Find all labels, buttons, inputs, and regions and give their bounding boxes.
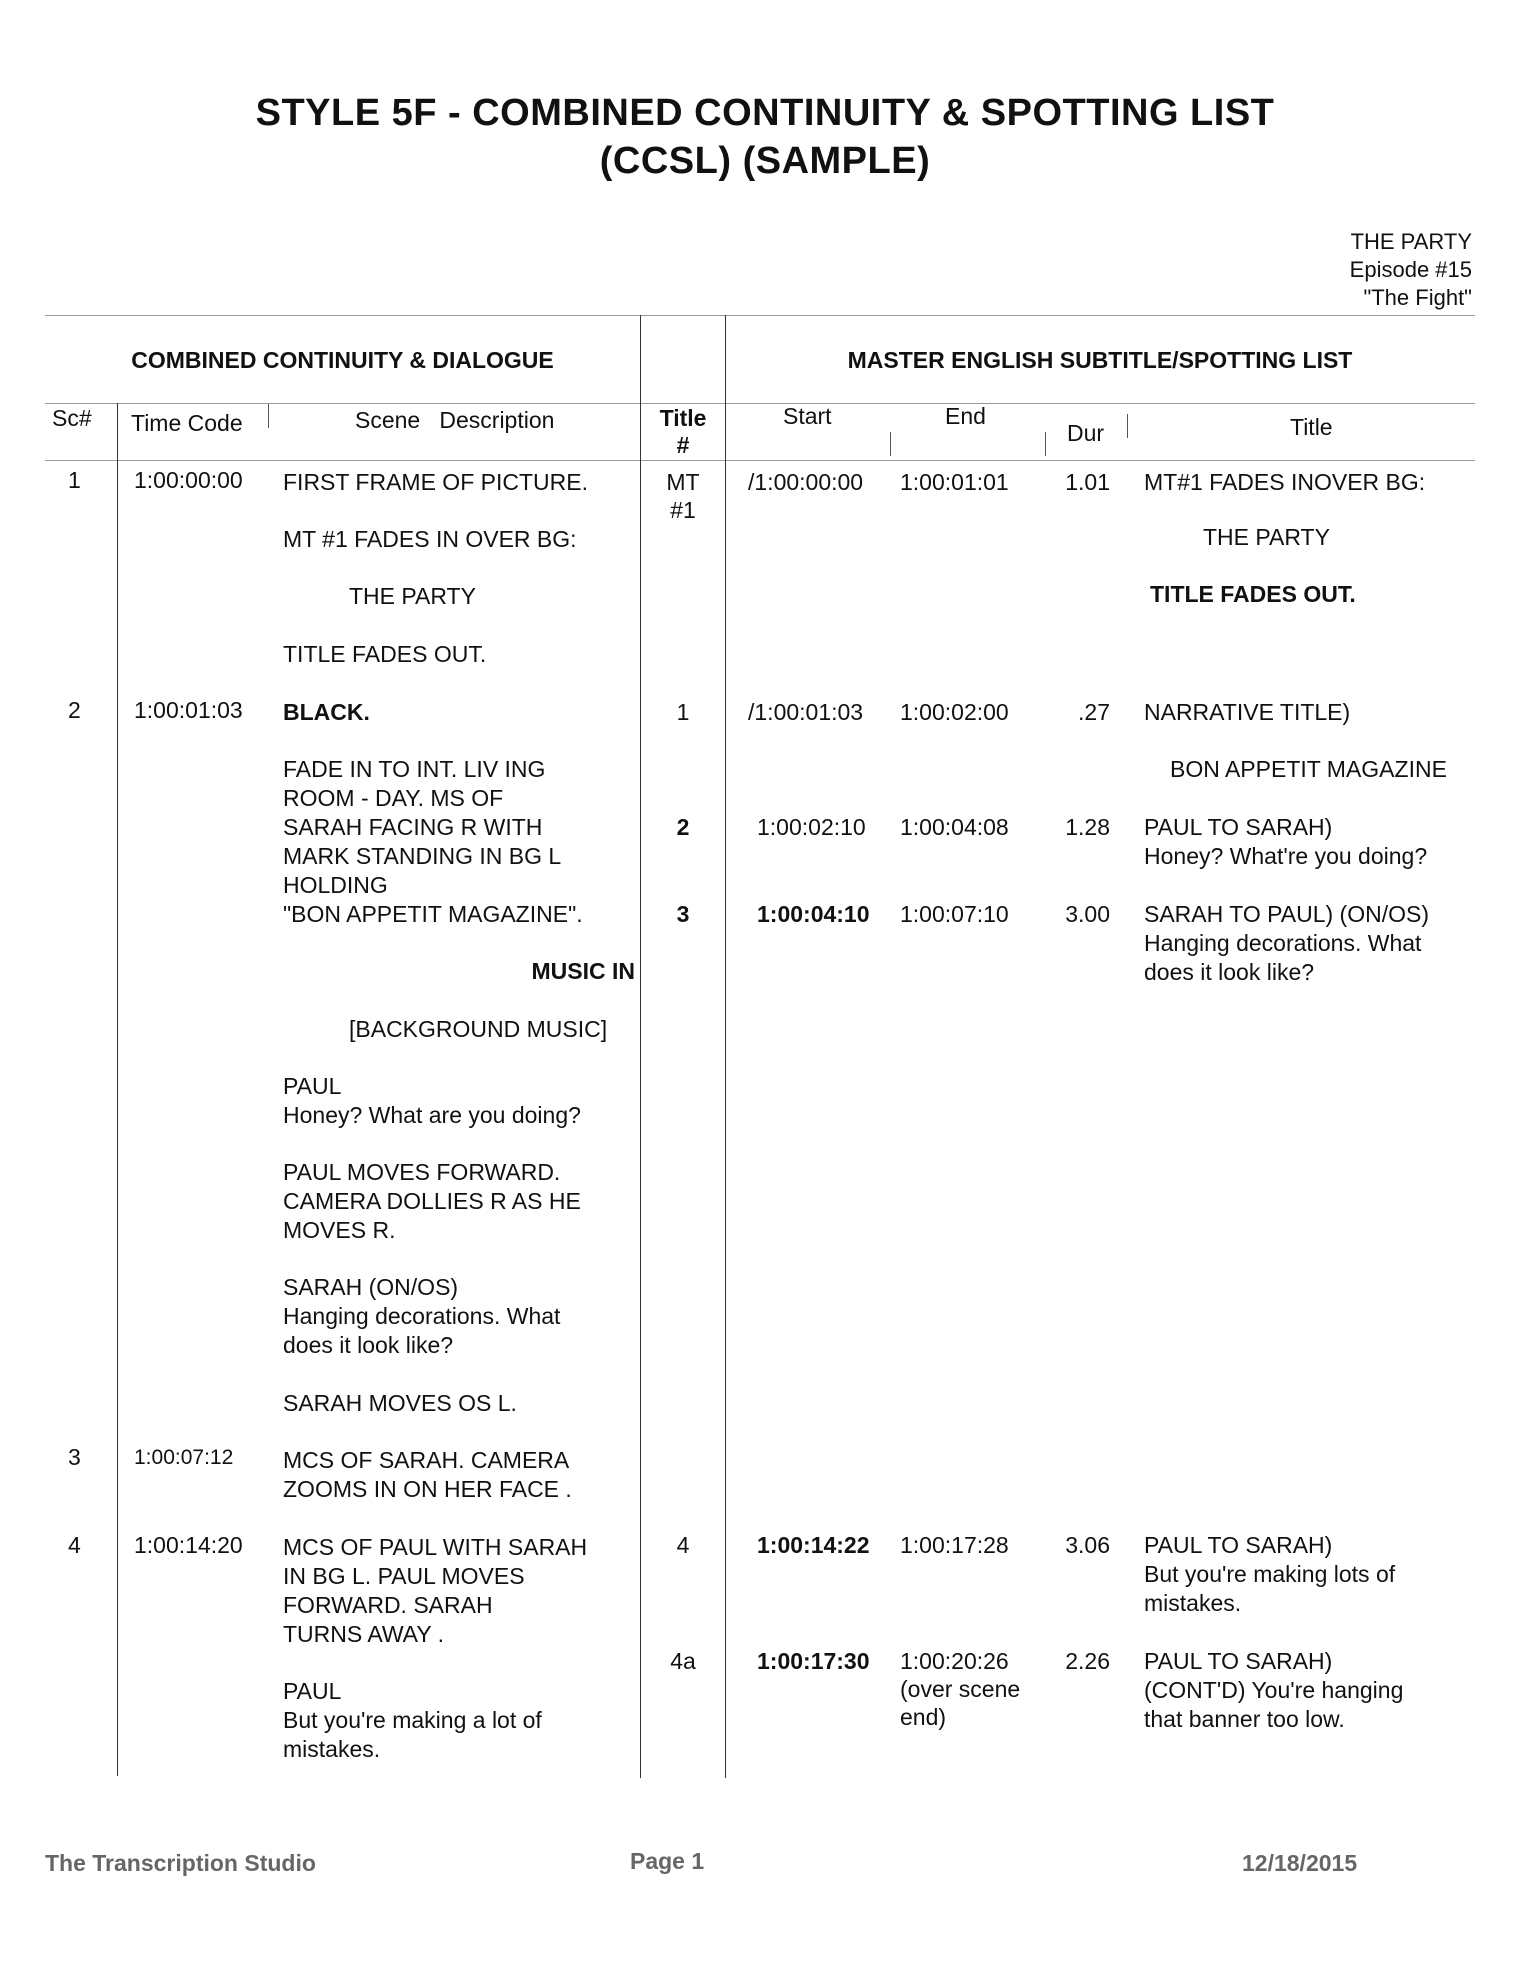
footer-studio: The Transcription Studio bbox=[45, 1850, 316, 1876]
col-header-description: Scene Description bbox=[355, 407, 555, 433]
scene-timecode: 1:00:14:20 bbox=[134, 1532, 243, 1558]
subtitle-title: PAUL TO SARAH) But you're making lots of mistakes. bbox=[1144, 1532, 1396, 1616]
scene-description: PAUL Honey? What are you doing? bbox=[283, 1073, 581, 1128]
scene-number: 4 bbox=[68, 1532, 81, 1558]
scene-description: FIRST FRAME OF PICTURE. bbox=[283, 469, 588, 495]
subtitle-start: 1:00:14:22 bbox=[757, 1532, 870, 1558]
subtitle-title: NARRATIVE TITLE) bbox=[1144, 699, 1351, 725]
scene-timecode: 1:00:01:03 bbox=[134, 697, 243, 723]
header-tick bbox=[1045, 432, 1046, 456]
header-tick bbox=[890, 432, 891, 456]
col-header-title-number: Title # bbox=[659, 405, 707, 458]
subtitle-number: 1 bbox=[676, 699, 690, 725]
scene-description: PAUL MOVES FORWARD. CAMERA DOLLIES R AS HE MOVES R. bbox=[283, 1159, 581, 1243]
column-header-rule bbox=[45, 460, 1475, 461]
subtitle-title-line: BON APPETIT MAGAZINE bbox=[1170, 756, 1447, 782]
scene-number: 3 bbox=[68, 1444, 81, 1470]
subtitle-title: MT#1 FADES INOVER BG: bbox=[1144, 469, 1426, 495]
subtitle-start: /1:00:00:00 bbox=[748, 469, 864, 495]
scene-description: MCS OF SARAH. CAMERA ZOOMS IN ON HER FACE . bbox=[283, 1447, 572, 1502]
scene-timecode: 1:00:07:12 bbox=[134, 1446, 234, 1469]
scene-description: SARAH MOVES OS L. bbox=[283, 1390, 517, 1416]
subtitle-title-line: THE PARTY bbox=[1203, 524, 1330, 550]
col-header-end: End bbox=[945, 403, 986, 429]
footer-page-number: Page 1 bbox=[630, 1848, 705, 1874]
header-tick bbox=[1127, 414, 1128, 438]
subtitle-start: 1:00:17:30 bbox=[757, 1648, 870, 1674]
subtitle-start: 1:00:04:10 bbox=[757, 901, 870, 927]
subtitle-duration: .27 bbox=[1078, 699, 1110, 725]
header-tick bbox=[268, 404, 269, 428]
scene-description: [BACKGROUND MUSIC] bbox=[349, 1016, 608, 1042]
subtitle-end: 1:00:04:08 bbox=[900, 814, 1009, 840]
subtitle-duration: 1.28 bbox=[1065, 814, 1110, 840]
subtitle-duration: 1.01 bbox=[1065, 469, 1110, 495]
subtitle-duration: 2.26 bbox=[1065, 1648, 1110, 1674]
section-spotting-heading: MASTER ENGLISH SUBTITLE/SPOTTING LIST bbox=[847, 347, 1353, 373]
subtitle-end: 1:00:07:10 bbox=[900, 901, 1009, 927]
subtitle-start: /1:00:01:03 bbox=[748, 699, 864, 725]
section-continuity-heading: COMBINED CONTINUITY & DIALOGUE bbox=[131, 347, 554, 373]
scene-description: SARAH (ON/OS) Hanging decorations. What does it look like? bbox=[283, 1274, 561, 1358]
subtitle-title: SARAH TO PAUL) (ON/OS) Hanging decorations. What does it look like? bbox=[1144, 901, 1429, 985]
section-header-rule bbox=[45, 403, 1475, 404]
subtitle-title: PAUL TO SARAH) Honey? What're you doing? bbox=[1144, 814, 1428, 869]
subtitle-title-line: TITLE FADES OUT. bbox=[1150, 581, 1356, 607]
scene-description: PAUL But you're making a lot of mistakes. bbox=[283, 1678, 542, 1762]
document-title-line1: STYLE 5F - COMBINED CONTINUITY & SPOTTING LIST bbox=[255, 92, 1275, 134]
subtitle-end: 1:00:17:28 bbox=[900, 1532, 1009, 1558]
scene-description: BLACK. bbox=[283, 699, 370, 725]
subtitle-title: PAUL TO SARAH) (CONT'D) You're hanging that banner too low. bbox=[1144, 1648, 1404, 1732]
col-header-timecode: Time Code bbox=[131, 410, 243, 436]
document-title-line2: (CCSL) (SAMPLE) bbox=[599, 140, 931, 182]
divider-left bbox=[640, 315, 641, 1778]
subtitle-end: 1:00:01:01 bbox=[900, 469, 1009, 495]
col-header-start: Start bbox=[783, 403, 832, 429]
scene-timecode: 1:00:00:00 bbox=[134, 467, 243, 493]
divider-sc bbox=[117, 403, 118, 1776]
episode-title: "The Fight" bbox=[1363, 285, 1472, 310]
subtitle-duration: 3.06 bbox=[1065, 1532, 1110, 1558]
subtitle-start: 1:00:02:10 bbox=[757, 814, 866, 840]
scene-description: MT #1 FADES IN OVER BG: bbox=[283, 526, 577, 552]
col-header-sc: Sc# bbox=[52, 405, 92, 431]
scene-description: MUSIC IN bbox=[531, 958, 635, 984]
col-header-title: Title bbox=[1290, 414, 1333, 440]
col-header-dur: Dur bbox=[1067, 420, 1105, 446]
scene-description: MCS OF PAUL WITH SARAH IN BG L. PAUL MOVES FORWARD. SARAH TURNS AWAY . bbox=[283, 1534, 588, 1647]
scene-description: TITLE FADES OUT. bbox=[283, 641, 487, 667]
episode-number: Episode #15 bbox=[1349, 257, 1472, 282]
scene-description: FADE IN TO INT. LIV ING ROOM - DAY. MS OF SARAH FACING R WITH MARK STANDING IN BG L HOLDING "BON APPETIT MAGAZINE". bbox=[283, 756, 583, 927]
subtitle-number: 4 bbox=[676, 1532, 690, 1558]
show-name: THE PARTY bbox=[1350, 229, 1472, 254]
subtitle-number: MT #1 bbox=[666, 469, 700, 523]
divider-right bbox=[725, 315, 726, 1778]
table-top-rule bbox=[45, 315, 1475, 316]
subtitle-end: 1:00:02:00 bbox=[900, 699, 1009, 725]
subtitle-end: 1:00:20:26 (over scene end) bbox=[900, 1648, 1021, 1730]
subtitle-number: 3 bbox=[676, 901, 690, 927]
scene-description: THE PARTY bbox=[349, 583, 476, 609]
subtitle-number: 4a bbox=[670, 1648, 696, 1674]
footer-date: 12/18/2015 bbox=[1242, 1850, 1358, 1876]
subtitle-number: 2 bbox=[676, 814, 690, 840]
scene-number: 1 bbox=[68, 467, 81, 493]
scene-number: 2 bbox=[68, 697, 81, 723]
subtitle-duration: 3.00 bbox=[1065, 901, 1110, 927]
